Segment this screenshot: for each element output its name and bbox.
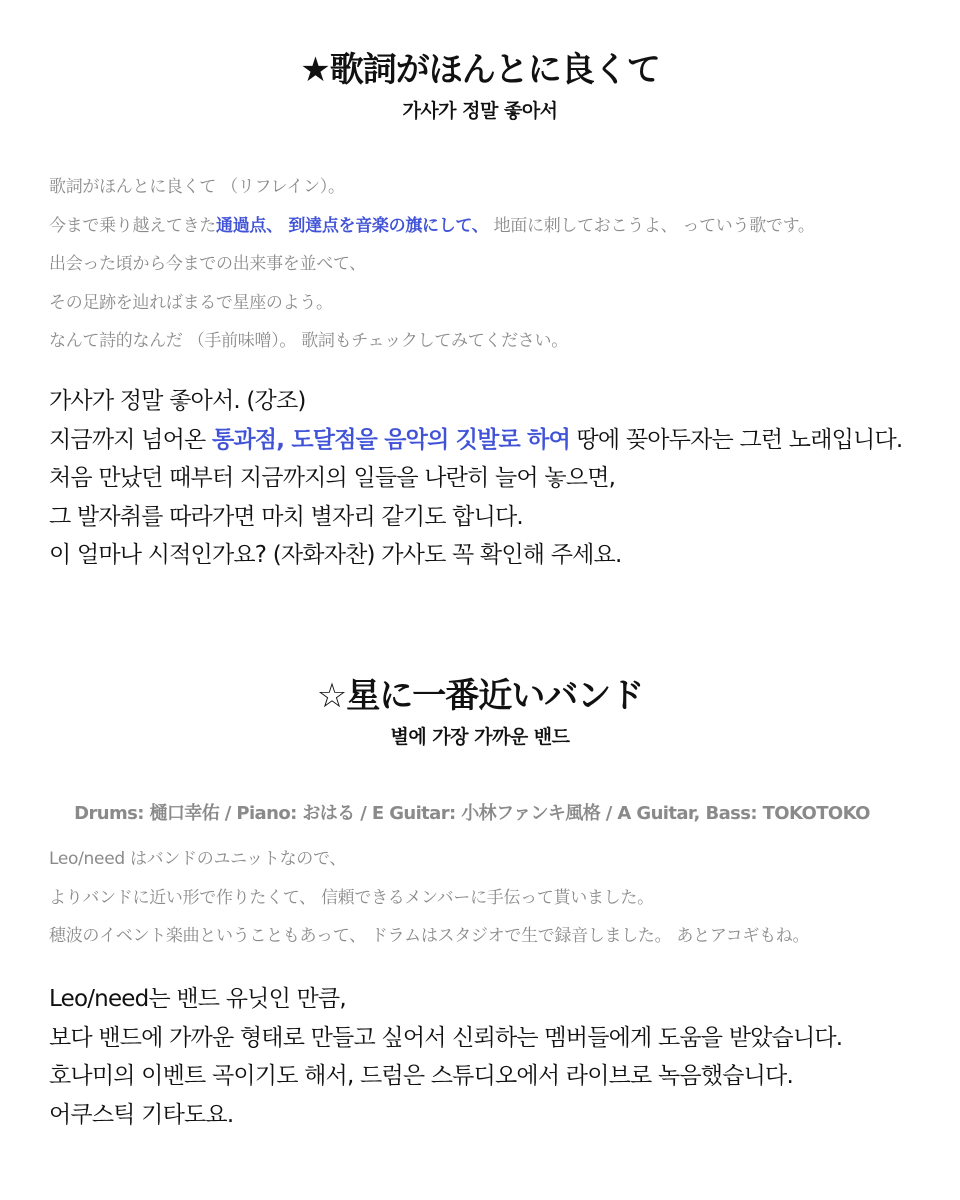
line-text: 地面に刺しておこうよ、 っていう歌です。: [488, 215, 815, 236]
japanese-line: [49, 207, 929, 246]
japanese-paragraph: [49, 840, 929, 956]
korean-line: 가사가 정말 좋아서. (강조): [49, 388, 306, 414]
korean-line: 어쿠스틱 기타도요.: [49, 1101, 234, 1128]
japanese-line: 歌詞がほんとに良くて （リフレイン）。: [49, 177, 345, 197]
korean-line: 호나미의 이벤트 곡이기도 해서, 드럼은 스튜디오에서 라이브로 녹음했습니다.: [49, 1063, 793, 1089]
highlighted-text: 통과점, 도달점을 음악의 깃발로 하여: [211, 426, 570, 453]
section-title: ☆星に一番近いバンド: [316, 676, 644, 716]
korean-line: 처음 만났던 때부터 지금까지의 일들을 나란히 늘어 놓으면,: [49, 465, 616, 491]
korean-line: 보다 밴드에 가까운 형태로 만들고 싶어서 신뢰하는 멤버들에게 도움을 받았습니다.: [49, 1024, 843, 1051]
korean-line: [49, 421, 929, 460]
section-title: ★歌詞がほんとに良くて: [300, 50, 660, 90]
korean-line: Leo/need는 밴드 유닛인 만큼,: [49, 986, 346, 1012]
korean-line: 그 발자취를 따라가면 마치 별자리 같기도 합니다.: [49, 503, 523, 530]
japanese-line: 穂波のイベント楽曲ということもあって、 ドラムはスタジオで生で録音しました。 あとアコギもね。: [49, 926, 810, 946]
korean-line: 이 얼마나 시적인가요? (자화자찬) 가사도 꼭 확인해 주세요.: [49, 542, 622, 568]
japanese-line: なんて詩的なんだ （手前味噌）。 歌詞もチェックしてみてください。: [49, 331, 568, 351]
section-subtitle: 별에 가장 가까운 밴드: [390, 726, 570, 748]
japanese-line: よりバンドに近い形で作りたくて、 信頼できるメンバーに手伝って貰いました。: [49, 887, 654, 908]
japanese-line: その足跡を辿ればまるで星座のよう。: [49, 292, 333, 313]
section-lyrics: [0, 44, 960, 568]
japanese-line: Leo/need はバンドのユニットなので、: [49, 849, 347, 869]
line-text: 땅에 꽂아두자는 그런 노래입니다.: [570, 426, 903, 453]
line-text: 今まで乗り越えてきた: [49, 215, 216, 236]
japanese-paragraph: [49, 168, 929, 361]
band-credits: Drums: 樋口幸佑 / Piano: おはる / E Guitar: 小林ファンキ風格 / A Guitar, Bass: TOKOTOKO: [74, 803, 870, 824]
japanese-line: 出会った頃から今までの出来事を並べて、: [49, 254, 366, 274]
korean-paragraph: [49, 980, 929, 1134]
section-band: [0, 670, 960, 1128]
section-subtitle: 가사가 정말 좋아서: [402, 100, 558, 122]
highlighted-text: 通過点、 到達点を音楽の旗にして、: [216, 215, 489, 236]
korean-paragraph: [49, 382, 929, 575]
line-text: 지금까지 넘어온: [49, 426, 212, 453]
